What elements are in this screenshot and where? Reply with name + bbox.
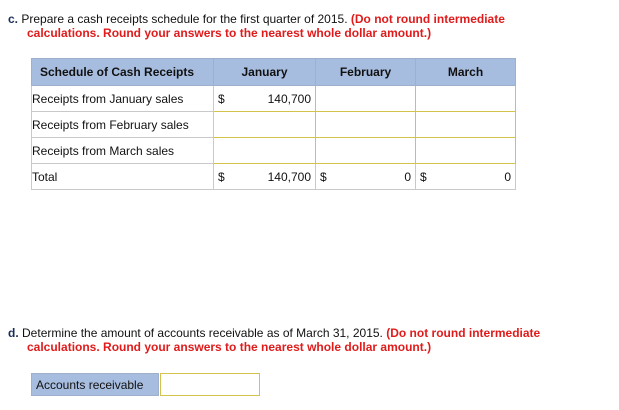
currency-sign: $ [420, 169, 427, 184]
header-january: January [214, 59, 316, 86]
currency-sign: $ [218, 91, 225, 106]
row-label: Receipts from March sales [32, 138, 214, 164]
march-total-cell [416, 164, 516, 190]
table-row [32, 86, 516, 112]
question-c-note-1: (Do not round intermediate [350, 12, 505, 26]
header-march: March [416, 59, 516, 86]
question-d-letter: d. [8, 326, 19, 340]
cash-receipts-schedule-table [31, 58, 516, 190]
accounts-receivable-label: Accounts receivable [31, 373, 159, 396]
february-cell[interactable] [316, 112, 416, 138]
question-d-text: Determine the amount of accounts receivable as of March 31, 2015. [22, 326, 383, 340]
question-c [8, 12, 608, 40]
march-cell[interactable] [416, 86, 516, 112]
accounts-receivable-input[interactable] [160, 373, 260, 396]
question-c-letter: c. [8, 12, 19, 26]
row-label: Receipts from February sales [32, 112, 214, 138]
january-cell[interactable] [214, 138, 316, 164]
february-cell[interactable] [316, 86, 416, 112]
row-label: Receipts from January sales [32, 86, 214, 112]
row-label: Total [32, 164, 214, 190]
question-d-note-1: (Do not round intermediate [386, 326, 541, 340]
currency-sign: $ [218, 169, 225, 184]
february-total-cell [316, 164, 416, 190]
header-schedule: Schedule of Cash Receipts [32, 59, 214, 86]
question-c-note-2: calculations. Round your answers to the nearest whole dollar amount.) [27, 26, 432, 40]
january-cell[interactable] [214, 86, 316, 112]
cell-value: 140,700 [267, 169, 311, 184]
table-row [32, 112, 516, 138]
accounts-receivable-row [31, 373, 260, 396]
february-cell[interactable] [316, 138, 416, 164]
table-row-total [32, 164, 516, 190]
march-cell[interactable] [416, 112, 516, 138]
question-d-note-2: calculations. Round your answers to the nearest whole dollar amount.) [27, 340, 432, 354]
cell-value: 0 [504, 169, 511, 184]
cell-value: 0 [404, 169, 411, 184]
table-header-row [32, 59, 516, 86]
currency-sign: $ [320, 169, 327, 184]
january-cell[interactable] [214, 112, 316, 138]
march-cell[interactable] [416, 138, 516, 164]
header-february: February [316, 59, 416, 86]
question-c-text: Prepare a cash receipts schedule for the first quarter of 2015. [21, 12, 348, 26]
cell-value: 140,700 [267, 91, 311, 106]
table-row [32, 138, 516, 164]
january-total-cell [214, 164, 316, 190]
question-d [8, 326, 608, 354]
